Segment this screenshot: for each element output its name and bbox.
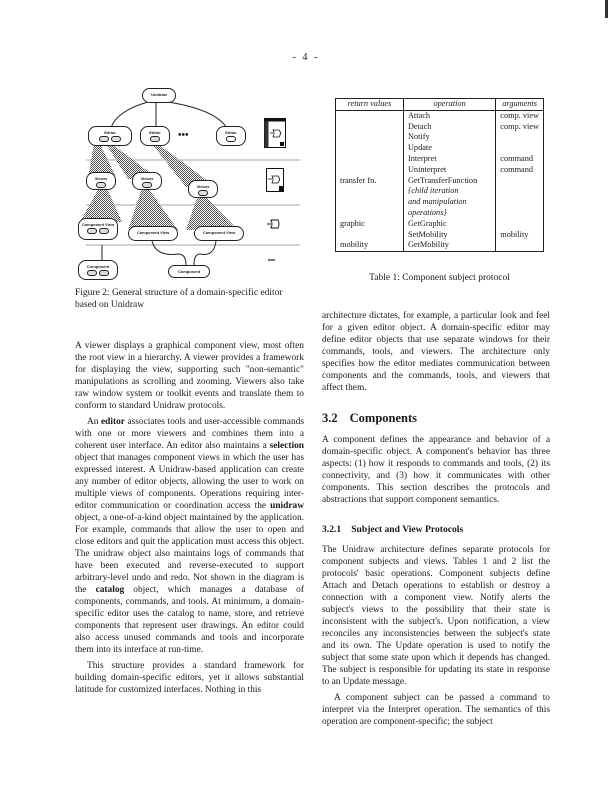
- ellipsis: •••: [178, 130, 189, 141]
- component-subject-protocol-table: [335, 98, 544, 252]
- paragraph-protocols: The Unidraw architecture defines separate protocols for component subjects and views. Tables 1 and 2 list the protocols' basic operations. Component subjects define Attach and Detach operations to establish or destroy a connection with a component view. Notify alerts the subject's views to the possibility that their state is inconsistent with the subject's. Upon notification, a view reconciles any inconsistencies between the subject's state and its own. The Update operation is used to notify the subject that some state upon which it depends has changed. The subject is responsible for updating its state in response to an Update message.: [322, 545, 550, 687]
- gate-graphic-icon: [266, 218, 280, 230]
- scan-edge-mark: [605, 0, 608, 18]
- paragraph-viewer: A viewer displays a graphical component view, most often the root view in a hierarchy. A viewer provides a framework for displaying the view, supporting such "non-semantic" manipulations as scrolling and zooming. Viewers also take raw window system or toolkit events and translate them to conform to standard Unidraw protocols.: [75, 341, 304, 411]
- left-column: [75, 340, 304, 700]
- component-view-node-2: Component View: [128, 226, 178, 241]
- term-unidraw: unidraw: [270, 501, 304, 511]
- figure-caption: Figure 2: General structure of a domain-specific editor based on Unidraw: [75, 288, 283, 310]
- page-number: - 4 -: [292, 52, 320, 63]
- table-row: Uninterpret command: [336, 165, 544, 176]
- table-row: SetMobility mobility: [336, 230, 544, 241]
- table-row: Detach comp. view: [336, 122, 544, 133]
- table-row: Attach comp. view: [336, 110, 544, 121]
- paragraph-architecture: architecture dictates, for example, a particular look and feel for a given editor object. A domain-specific editor may define editor objects that use separate windows for their commands, tools, and viewers. The architecture only specifies how the editor mediates communication between components and the commands, tools, and viewers that affect them.: [322, 311, 550, 393]
- subsection-heading-protocols: 3.2.1 Subject and View Protocols: [322, 524, 464, 535]
- editor-node-3: Editor: [216, 126, 246, 146]
- editor-node-2: Editor: [140, 126, 170, 146]
- table-row: mobility GetMobility: [336, 240, 544, 251]
- table-row: Notify: [336, 132, 544, 143]
- table-row: operations}: [336, 208, 544, 219]
- unidraw-node: Unidraw: [142, 88, 176, 103]
- term-editor: editor: [100, 417, 125, 427]
- editor-window-icon: [264, 118, 286, 148]
- viewer-node-3: Viewer: [188, 180, 218, 198]
- table-row: {child iteration: [336, 186, 544, 197]
- component-view-node-3: Component View: [194, 226, 244, 241]
- header-return-values: return values: [336, 99, 404, 111]
- paragraph-editor: An editor associates tools and user-accessible commands with one or more viewers and combines them into a coherent user interface. An editor also maintains a selection object that manages component views in which the user has expressed interest. A Unidraw-based application can create any number of editor objects, allowing the user to work on multiple views of components. Operations requiring inter-editor communication or coordination access the unidraw object, a one-of-a-kind object maintained by the application. For example, commands that allow the user to open and close editors and quit the application must access this object. The unidraw object also maintains logs of commands that have been executed and reverse-executed to support arbitrary-level undo and redo. Not shown in the diagram is the catalog object, which manages a database of components, commands, and tools. At minimum, a domain-specific editor uses the catalog to name, store, and retrieve components that represent user drawings. An editor could also access unused commands and tools and incorporate them into its interface at run-time.: [75, 417, 304, 655]
- table-header-row: [336, 99, 544, 111]
- paragraph-structure: This structure provides a standard framework for building domain-specific editors, yet it allows substantial latitude for customized interfaces. Nothing in this: [75, 661, 304, 695]
- header-operation: operation: [403, 99, 495, 111]
- viewer-node-1: Viewer: [86, 172, 116, 190]
- component-node-2: Component: [168, 265, 210, 278]
- right-column: [322, 310, 550, 732]
- section-heading-components: 3.2 Components: [322, 411, 417, 425]
- component-node-1: Component: [78, 260, 118, 280]
- table-row: transfer fn. GetTransferFunction: [336, 176, 544, 187]
- table-row: graphic GetGraphic: [336, 219, 544, 230]
- paragraph-interpret: A component subject can be passed a command to interpret via the Interpret operation. The semantics of this operation are component-specific; the subject: [322, 693, 550, 727]
- paragraph-components: A component defines the appearance and behavior of a domain-specific object. A component's behavior has three aspects: (1) how it responds to commands and tools, (2) its connectivity, and (3) how it communicates with other components. This section describes the protocols and abstractions that support component semantics.: [322, 435, 550, 505]
- table-row: Interpret command: [336, 154, 544, 165]
- term-catalog: catalog: [95, 585, 125, 595]
- viewer-node-2: Viewer: [132, 172, 162, 190]
- figure-2-diagram: [68, 82, 300, 278]
- table-caption: Table 1: Component subject protocol: [369, 273, 510, 283]
- data-label: data: [268, 258, 276, 262]
- editor-node-1: Editor: [88, 126, 132, 146]
- table-row: Update: [336, 143, 544, 154]
- header-arguments: arguments: [496, 99, 544, 111]
- component-view-node-1: Component View: [78, 218, 118, 240]
- table-row: and manipulation: [336, 197, 544, 208]
- viewer-window-icon: [266, 168, 284, 192]
- term-selection: selection: [269, 441, 304, 451]
